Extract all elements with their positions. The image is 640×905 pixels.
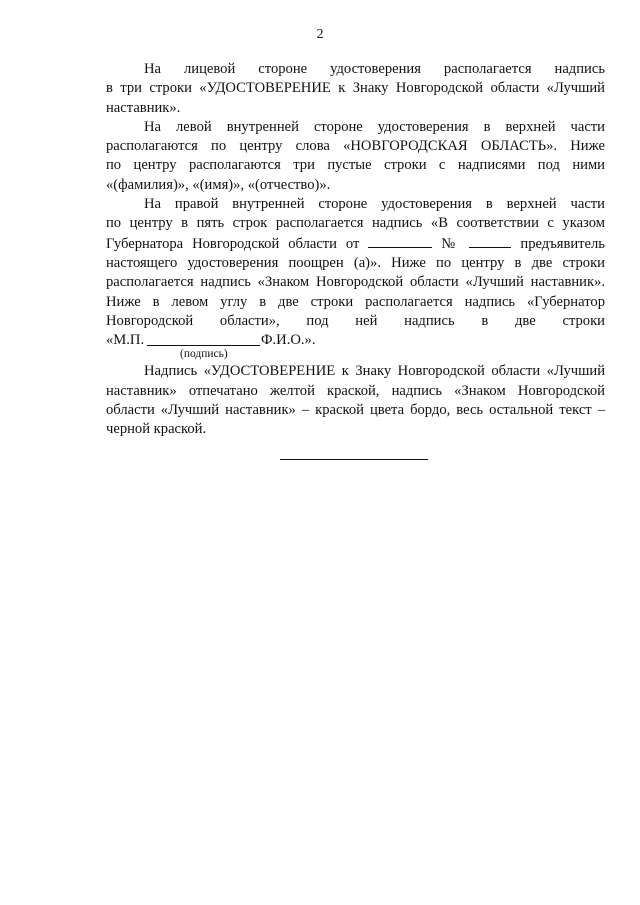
decree-date-blank [368, 234, 432, 248]
paragraph-3-line-4: настоящего удостоверения поощрен (а)». Ниже по центру в две строки [106, 254, 605, 271]
paragraph-4-line-2: наставник» отпечатано желтой краской, надпись «Знаком Новгородской [106, 382, 605, 399]
paragraph-4-line-4: черной краской. [106, 421, 207, 438]
paragraph-2-line-1: На левой внутренней стороне удостоверения в верхней части [144, 118, 605, 135]
end-of-document-rule [280, 459, 428, 460]
document-body [106, 60, 605, 440]
paragraph-4-line-3: области «Лучший наставник» – краской цвета бордо, весь остальной текст – [106, 402, 605, 419]
signature-blank [147, 345, 260, 346]
paragraph-3-line-5: располагается надпись «Знаком Новгородской области «Лучший наставник». [106, 274, 605, 291]
decree-suffix: предъявитель [520, 235, 605, 252]
signature-caption: (подпись) [180, 348, 228, 361]
paragraph-3-line-1: На правой внутренней стороне удостоверения в верхней части [144, 196, 605, 213]
decree-number-sign: № [441, 235, 461, 252]
signature-line [106, 331, 605, 350]
paragraph-2-line-4: «(фамилия)», «(имя)», «(отчество)». [106, 176, 331, 193]
paragraph-3 [106, 195, 605, 360]
paragraph-4 [106, 362, 605, 439]
paragraph-3-line-7: Новгородской области», под ней надпись в две строки [106, 312, 605, 329]
paragraph-2 [106, 118, 605, 195]
decree-prefix: Губернатора Новгородской области от [106, 235, 360, 252]
paragraph-1-line-2: в три строки «УДОСТОВЕРЕНИЕ к Знаку Новгородской области «Лучший [106, 80, 605, 97]
paragraph-3-line-3 [106, 234, 605, 254]
paragraph-1-line-1: На лицевой стороне удостоверения располагается надпись [144, 61, 605, 77]
paragraph-3-line-2: по центру в пять строк располагается надпись «В соответствии с указом [106, 215, 605, 232]
page-number: 2 [316, 27, 324, 42]
paragraph-2-line-3: по центру располагаются три пустые строки с надписями под ними [106, 157, 605, 174]
paragraph-4-line-1: Надпись «УДОСТОВЕРЕНИЕ к Знаку Новгородской области «Лучший [144, 363, 605, 380]
paragraph-3-line-6: Ниже в левом углу в две строки располагается надпись «Губернатор [106, 293, 605, 310]
paragraph-1 [106, 60, 605, 118]
stamp-place-label: «М.П. [106, 332, 145, 349]
paragraph-2-line-2: располагаются по центру слова «НОВГОРОДСКАЯ ОБЛАСТЬ». Ниже [106, 138, 605, 155]
paragraph-1-line-3: наставник». [106, 99, 181, 116]
decree-number-blank [469, 234, 511, 248]
full-name-label: Ф.И.О.». [261, 332, 316, 349]
